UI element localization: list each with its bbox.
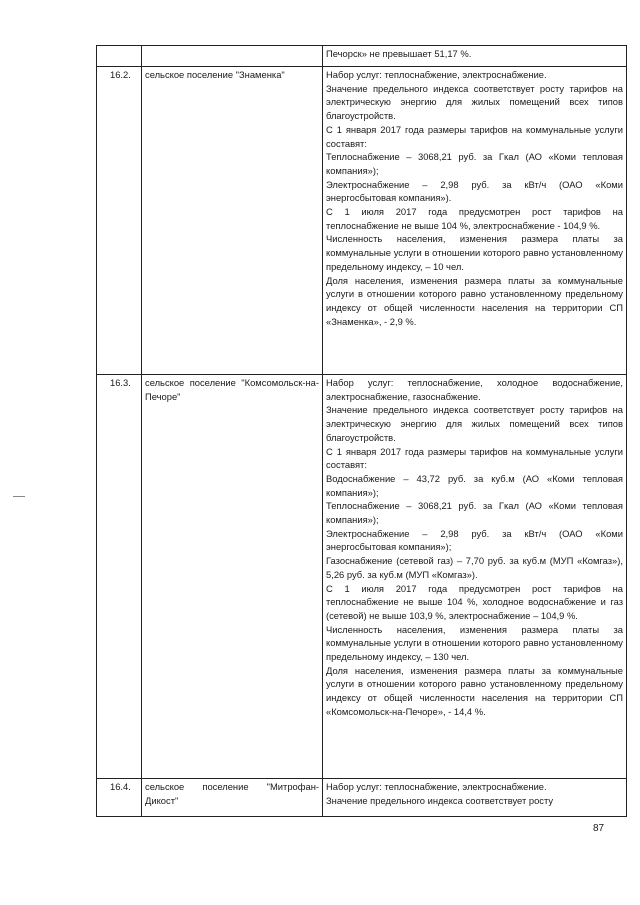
description-paragraph: Доля населения, изменения размера платы за коммунальные услуги в отношении которого равно установленному предельному индексу от общей численности населения на территории СП «Знаменка», - 2,9 %. <box>326 274 623 327</box>
table-row <box>97 67 627 375</box>
description-paragraph: С 1 июля 2017 года предусмотрен рост тарифов на теплоснабжение не выше 104 %, холодное водоснабжение и газ (сетевой) не выше 103,9 %, электроснабжение – 104,9 %. <box>326 582 623 621</box>
row-number-cell: 16.2. <box>97 67 142 375</box>
page-number: 87 <box>593 823 605 834</box>
description-paragraph: Электроснабжение – 2,98 руб. за кВт/ч (ОАО «Коми энергосбытовая компания»). <box>326 178 623 204</box>
table-row <box>97 46 627 67</box>
description-paragraph: Доля населения, изменения размера платы за коммунальные услуги в отношении которого равно установленному предельному индексу от общей численности населения на территории СП «Комсомольск-на-Печоре», - 14,4 %. <box>326 664 623 717</box>
description-text <box>326 68 623 328</box>
row-number-cell <box>97 46 142 67</box>
settlement-name: сельское поселение "Комсомольск-на-Печоре" <box>145 377 319 402</box>
row-number-cell: 16.3. <box>97 375 142 779</box>
settlement-name-cell <box>142 779 323 817</box>
description-paragraph: Численность населения, изменения размера платы за коммунальные услуги в отношении которого равно установленному предельному индексу, – 130 чел. <box>326 623 623 663</box>
description-text <box>326 47 623 61</box>
description-cell <box>323 67 627 375</box>
margin-mark <box>13 496 25 497</box>
tariff-table <box>96 45 627 817</box>
table-body <box>97 46 627 817</box>
description-paragraph: Значение предельного индекса соответствует росту <box>326 794 554 806</box>
description-paragraph: Значение предельного индекса соответствует росту тарифов на электрическую энергию для жилых помещений всех типов благоустройств. <box>326 404 623 443</box>
settlement-name-cell <box>142 375 323 779</box>
description-paragraph: Газоснабжение (сетевой газ) – 7,70 руб. за куб.м (МУП «Комгаз»), 5,26 руб. за куб.м (МУП «Комгаз»). <box>326 555 623 580</box>
settlement-name-cell <box>142 46 323 67</box>
description-cell <box>323 375 627 779</box>
description-text <box>326 376 623 719</box>
description-paragraph: Набор услуг: теплоснабжение, электроснабжение. <box>326 69 547 80</box>
description-paragraph: Теплоснабжение – 3068,21 руб. за Гкал (АО «Коми тепловая компания»); <box>326 151 623 176</box>
description-paragraph: Численность населения, изменения размера платы за коммунальные услуги в отношении которого равно установленному предельному индексу, – 10 чел. <box>326 233 623 272</box>
description-paragraph: Набор услуг: теплоснабжение, холодное водоснабжение, электроснабжение, газоснабжение. <box>326 377 623 402</box>
description-cell <box>323 46 627 67</box>
description-paragraph: Набор услуг: теплоснабжение, электроснабжение. <box>326 781 547 792</box>
description-paragraph: С 1 января 2017 года размеры тарифов на коммунальные услуги составят: <box>326 445 623 471</box>
settlement-name: сельское поселение "Митрофан-Дикост" <box>145 781 319 806</box>
description-paragraph: Печорск» не превышает 51,17 %. <box>326 48 472 59</box>
description-cell <box>323 779 627 817</box>
description-paragraph: Электроснабжение – 2,98 руб. за кВт/ч (ОАО «Коми энергосбытовая компания»); <box>326 527 623 553</box>
description-paragraph: С 1 января 2017 года размеры тарифов на коммунальные услуги составят: <box>326 123 623 149</box>
table-row <box>97 779 627 817</box>
description-paragraph: Значение предельного индекса соответствует росту тарифов на электрическую энергию для жилых помещений всех типов благоустройств. <box>326 82 623 122</box>
settlement-name-cell <box>142 67 323 375</box>
description-paragraph: С 1 июля 2017 года предусмотрен рост тарифов на теплоснабжение не выше 104 %, электроснабжение - 104,9 %. <box>326 206 623 231</box>
description-paragraph: Теплоснабжение – 3068,21 руб. за Гкал (АО «Коми тепловая компания»); <box>326 500 623 526</box>
description-paragraph: Водоснабжение – 43,72 руб. за куб.м (АО «Коми тепловая компания»); <box>326 472 623 498</box>
row-number-cell: 16.4. <box>97 779 142 817</box>
settlement-name: сельское поселение "Знаменка" <box>145 69 285 80</box>
description-text <box>326 780 623 807</box>
table-row <box>97 375 627 779</box>
